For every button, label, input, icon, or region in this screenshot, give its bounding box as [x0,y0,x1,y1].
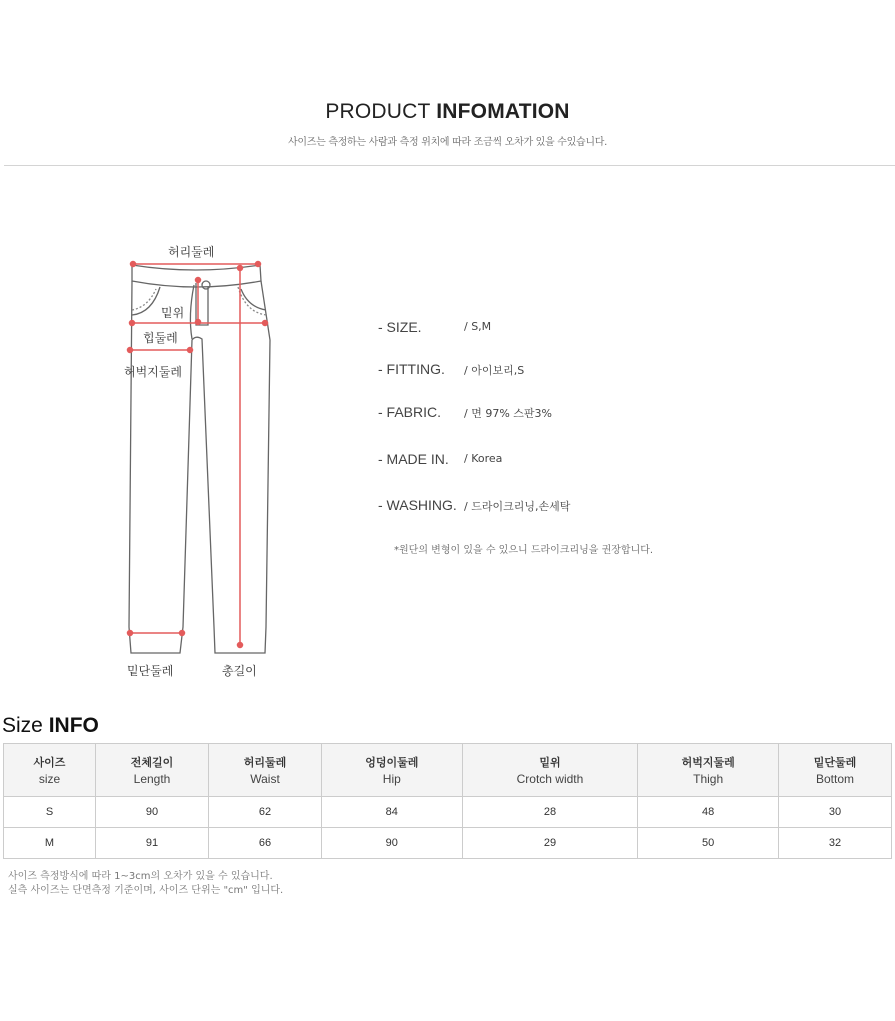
column-header-hip: 엉덩이둘레 Hip [322,744,463,797]
spec-value: / 드라이크리닝,손세탁 [464,500,571,513]
column-header-size: 사이즈 size [4,744,96,797]
table-cell: 66 [209,828,322,859]
size-table [3,743,892,859]
table-cell: 32 [778,828,891,859]
table-cell: M [4,828,96,859]
pants-measurement-figure [110,235,300,685]
product-info-header [0,100,895,148]
length-label: 총길이 [222,664,257,678]
size-notes [8,870,283,898]
column-header-crotch: 밑위 Crotch width [462,744,638,797]
size-info-title: Size INFO [2,714,99,737]
table-cell: 50 [638,828,779,859]
table-cell: S [4,797,96,828]
table-cell: 29 [462,828,638,859]
rise-label: 밑위 [161,306,185,320]
table-cell: 28 [462,797,638,828]
column-header-bottom: 밑단둘레 Bottom [778,744,891,797]
spec-key: - WASHING. [378,497,457,513]
spec-key: - FITTING. [378,361,445,377]
hem-label: 밑단둘레 [127,664,174,678]
spec-value: / S,M [464,320,492,333]
column-header-thigh: 허벅지둘레 Thigh [638,744,779,797]
spec-value: / Korea [464,452,503,465]
table-cell: 48 [638,797,779,828]
table-cell: 84 [322,797,463,828]
column-header-waist: 허리둘레 Waist [209,744,322,797]
size-note: 실측 사이즈는 단면측정 기준이며, 사이즈 단위는 "cm" 입니다. [8,885,284,896]
pants-illustration [110,235,300,685]
spec-value: / 아이보리,S [464,364,525,377]
size-note: 사이즈 측정방식에 따라 1~3cm의 오차가 있을 수 있습니다. [8,871,273,882]
table-cell: 90 [322,828,463,859]
divider [4,165,895,166]
table-row [4,797,892,828]
hip-label: 힙둘레 [143,331,178,345]
column-header-length: 전체길이 Length [96,744,209,797]
table-cell: 30 [778,797,891,828]
waist-label: 허리둘레 [168,245,215,259]
table-cell: 90 [96,797,209,828]
table-row [4,828,892,859]
page-subtitle: 사이즈는 측정하는 사람과 측정 위치에 따라 조금씩 오차가 있을 수있습니다. [288,137,607,148]
table-cell: 91 [96,828,209,859]
washing-note: *원단의 변형이 있을 수 있으니 드라이크리닝을 권장합니다. [394,545,654,556]
page-title: PRODUCT INFOMATION [325,100,570,123]
thigh-label: 허벅지둘레 [124,365,182,379]
spec-key: - FABRIC. [378,404,442,420]
table-header-row [4,744,892,797]
spec-key: - MADE IN. [378,451,449,467]
spec-value: / 면 97% 스판3% [464,407,552,420]
spec-key: - SIZE. [378,319,422,335]
table-cell: 62 [209,797,322,828]
